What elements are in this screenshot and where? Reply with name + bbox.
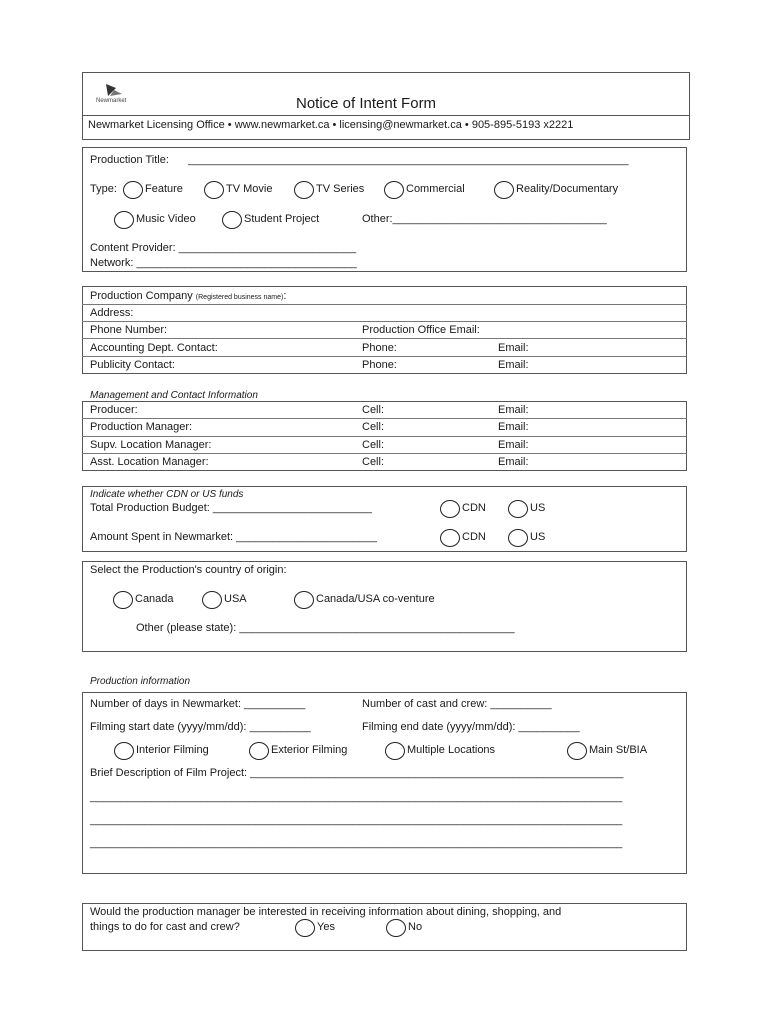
radio-dining-yes[interactable] [295,919,315,937]
accounting-email-label: Email: [498,342,529,354]
radio-budget-us[interactable] [508,500,528,518]
management-heading: Management and Contact Information [90,390,258,401]
production-manager-email-label: Email: [498,421,529,433]
management-divider-2 [82,436,687,437]
radio-student-project[interactable] [222,211,242,229]
radio-budget-cdn[interactable] [440,500,460,518]
asst-location-manager-cell-label: Cell: [362,456,385,468]
radio-reality-documentary[interactable] [494,181,514,199]
type-student-project-label: Student Project [244,213,320,225]
type-music-video-label: Music Video [136,213,196,225]
type-commercial-label: Commercial [406,183,465,195]
radio-multiple-locations[interactable] [385,742,405,760]
management-divider-3 [82,453,687,454]
radio-usa[interactable] [202,591,222,609]
logo-text: Newmarket [96,98,127,104]
contact-line: Newmarket Licensing Office • www.newmarket.ca • licensing@newmarket.ca • 905-895-5193 x2221 [88,119,574,131]
description-field[interactable]: Brief Description of Film Project: _____________________________________________________________ [90,767,624,779]
address-label: Address: [90,307,134,319]
radio-canada-usa[interactable] [294,591,314,609]
radio-commercial[interactable] [384,181,404,199]
production-info-heading: Production information [90,676,191,687]
supv-location-manager-email-label: Email: [498,439,529,451]
multiple-locations-label: Multiple Locations [407,744,496,756]
asst-location-manager-email-label: Email: [498,456,529,468]
radio-canada[interactable] [113,591,133,609]
form-title: Notice of Intent Form [296,95,437,112]
description-line-4[interactable]: _______________________________________________________________________________________ [90,837,623,849]
supv-location-manager-label: Supv. Location Manager: [90,439,212,451]
company-divider-2 [82,321,687,322]
type-other-field[interactable]: Other:___________________________________ [362,213,607,225]
company-divider-1 [82,304,687,305]
radio-music-video[interactable] [114,211,134,229]
dining-no-label: No [408,921,423,933]
management-divider-1 [82,418,687,419]
origin-canada-usa-label: Canada/USA co-venture [316,593,435,605]
end-date-field[interactable]: Filming end date (yyyy/mm/dd): __________ [362,721,580,733]
type-feature-label: Feature [145,183,183,195]
radio-tv-movie[interactable] [204,181,224,199]
producer-cell-label: Cell: [362,404,385,416]
newmarket-logo [96,82,138,104]
spent-us-label: US [530,531,546,543]
company-divider-4 [82,356,687,357]
radio-main-st-bia[interactable] [567,742,587,760]
interior-filming-label: Interior Filming [136,744,209,756]
header-divider [82,115,690,116]
type-reality-label: Reality/Documentary [516,183,619,195]
radio-feature[interactable] [123,181,143,199]
dining-question-line1: Would the production manager be interested in receiving information about dining, shopping, and [90,906,562,918]
company-divider-3 [82,338,687,339]
days-field[interactable]: Number of days in Newmarket: __________ [90,698,306,710]
network-field[interactable]: Network: ____________________________________ [90,257,357,269]
production-title-label: Production Title: [90,154,169,166]
origin-canada-label: Canada [135,593,174,605]
publicity-label: Publicity Contact: [90,359,175,371]
radio-tv-series[interactable] [294,181,314,199]
publicity-phone-label: Phone: [362,359,397,371]
company-label-sub: (Registered business name) [195,294,284,301]
type-tv-movie-label: TV Movie [226,183,273,195]
company-label-main: Production Company [90,290,193,302]
office-email-label: Production Office Email: [362,324,480,336]
radio-exterior-filming[interactable] [249,742,269,760]
accounting-phone-label: Phone: [362,342,397,354]
description-line-2[interactable]: _______________________________________________________________________________________ [90,791,623,803]
production-manager-label: Production Manager: [90,421,193,433]
spent-cdn-label: CDN [462,531,486,543]
producer-email-label: Email: [498,404,529,416]
accounting-label: Accounting Dept. Contact: [90,342,218,354]
production-title-field[interactable]: ________________________________________________________________________ [188,154,629,166]
content-provider-field[interactable]: Content Provider: _____________________________ [90,242,357,254]
origin-other-field[interactable]: Other (please state): _____________________________________________ [136,622,515,634]
radio-spent-cdn[interactable] [440,529,460,547]
type-label: Type: [90,183,117,195]
main-st-bia-label: Main St/BIA [589,744,648,756]
origin-usa-label: USA [224,593,247,605]
supv-location-manager-cell-label: Cell: [362,439,385,451]
company-label [90,290,286,304]
radio-dining-no[interactable] [386,919,406,937]
company-label-colon: : [283,290,287,302]
producer-label: Producer: [90,404,138,416]
start-date-field[interactable]: Filming start date (yyyy/mm/dd): __________ [90,721,311,733]
amount-spent-field[interactable]: Amount Spent in Newmarket: _______________________ [90,531,377,543]
funds-heading: Indicate whether CDN or US funds [90,489,244,500]
radio-interior-filming[interactable] [114,742,134,760]
total-budget-field[interactable]: Total Production Budget: __________________________ [90,502,372,514]
phone-number-label: Phone Number: [90,324,168,336]
type-tv-series-label: TV Series [316,183,365,195]
dining-yes-label: Yes [317,921,335,933]
cast-crew-field[interactable]: Number of cast and crew: __________ [362,698,552,710]
production-manager-cell-label: Cell: [362,421,385,433]
asst-location-manager-label: Asst. Location Manager: [90,456,209,468]
dining-question-line2: things to do for cast and crew? [90,921,240,933]
publicity-email-label: Email: [498,359,529,371]
origin-label: Select the Production's country of origin: [90,564,287,576]
budget-us-label: US [530,502,546,514]
radio-spent-us[interactable] [508,529,528,547]
exterior-filming-label: Exterior Filming [271,744,348,756]
budget-cdn-label: CDN [462,502,486,514]
description-line-3[interactable]: _______________________________________________________________________________________ [90,814,623,826]
